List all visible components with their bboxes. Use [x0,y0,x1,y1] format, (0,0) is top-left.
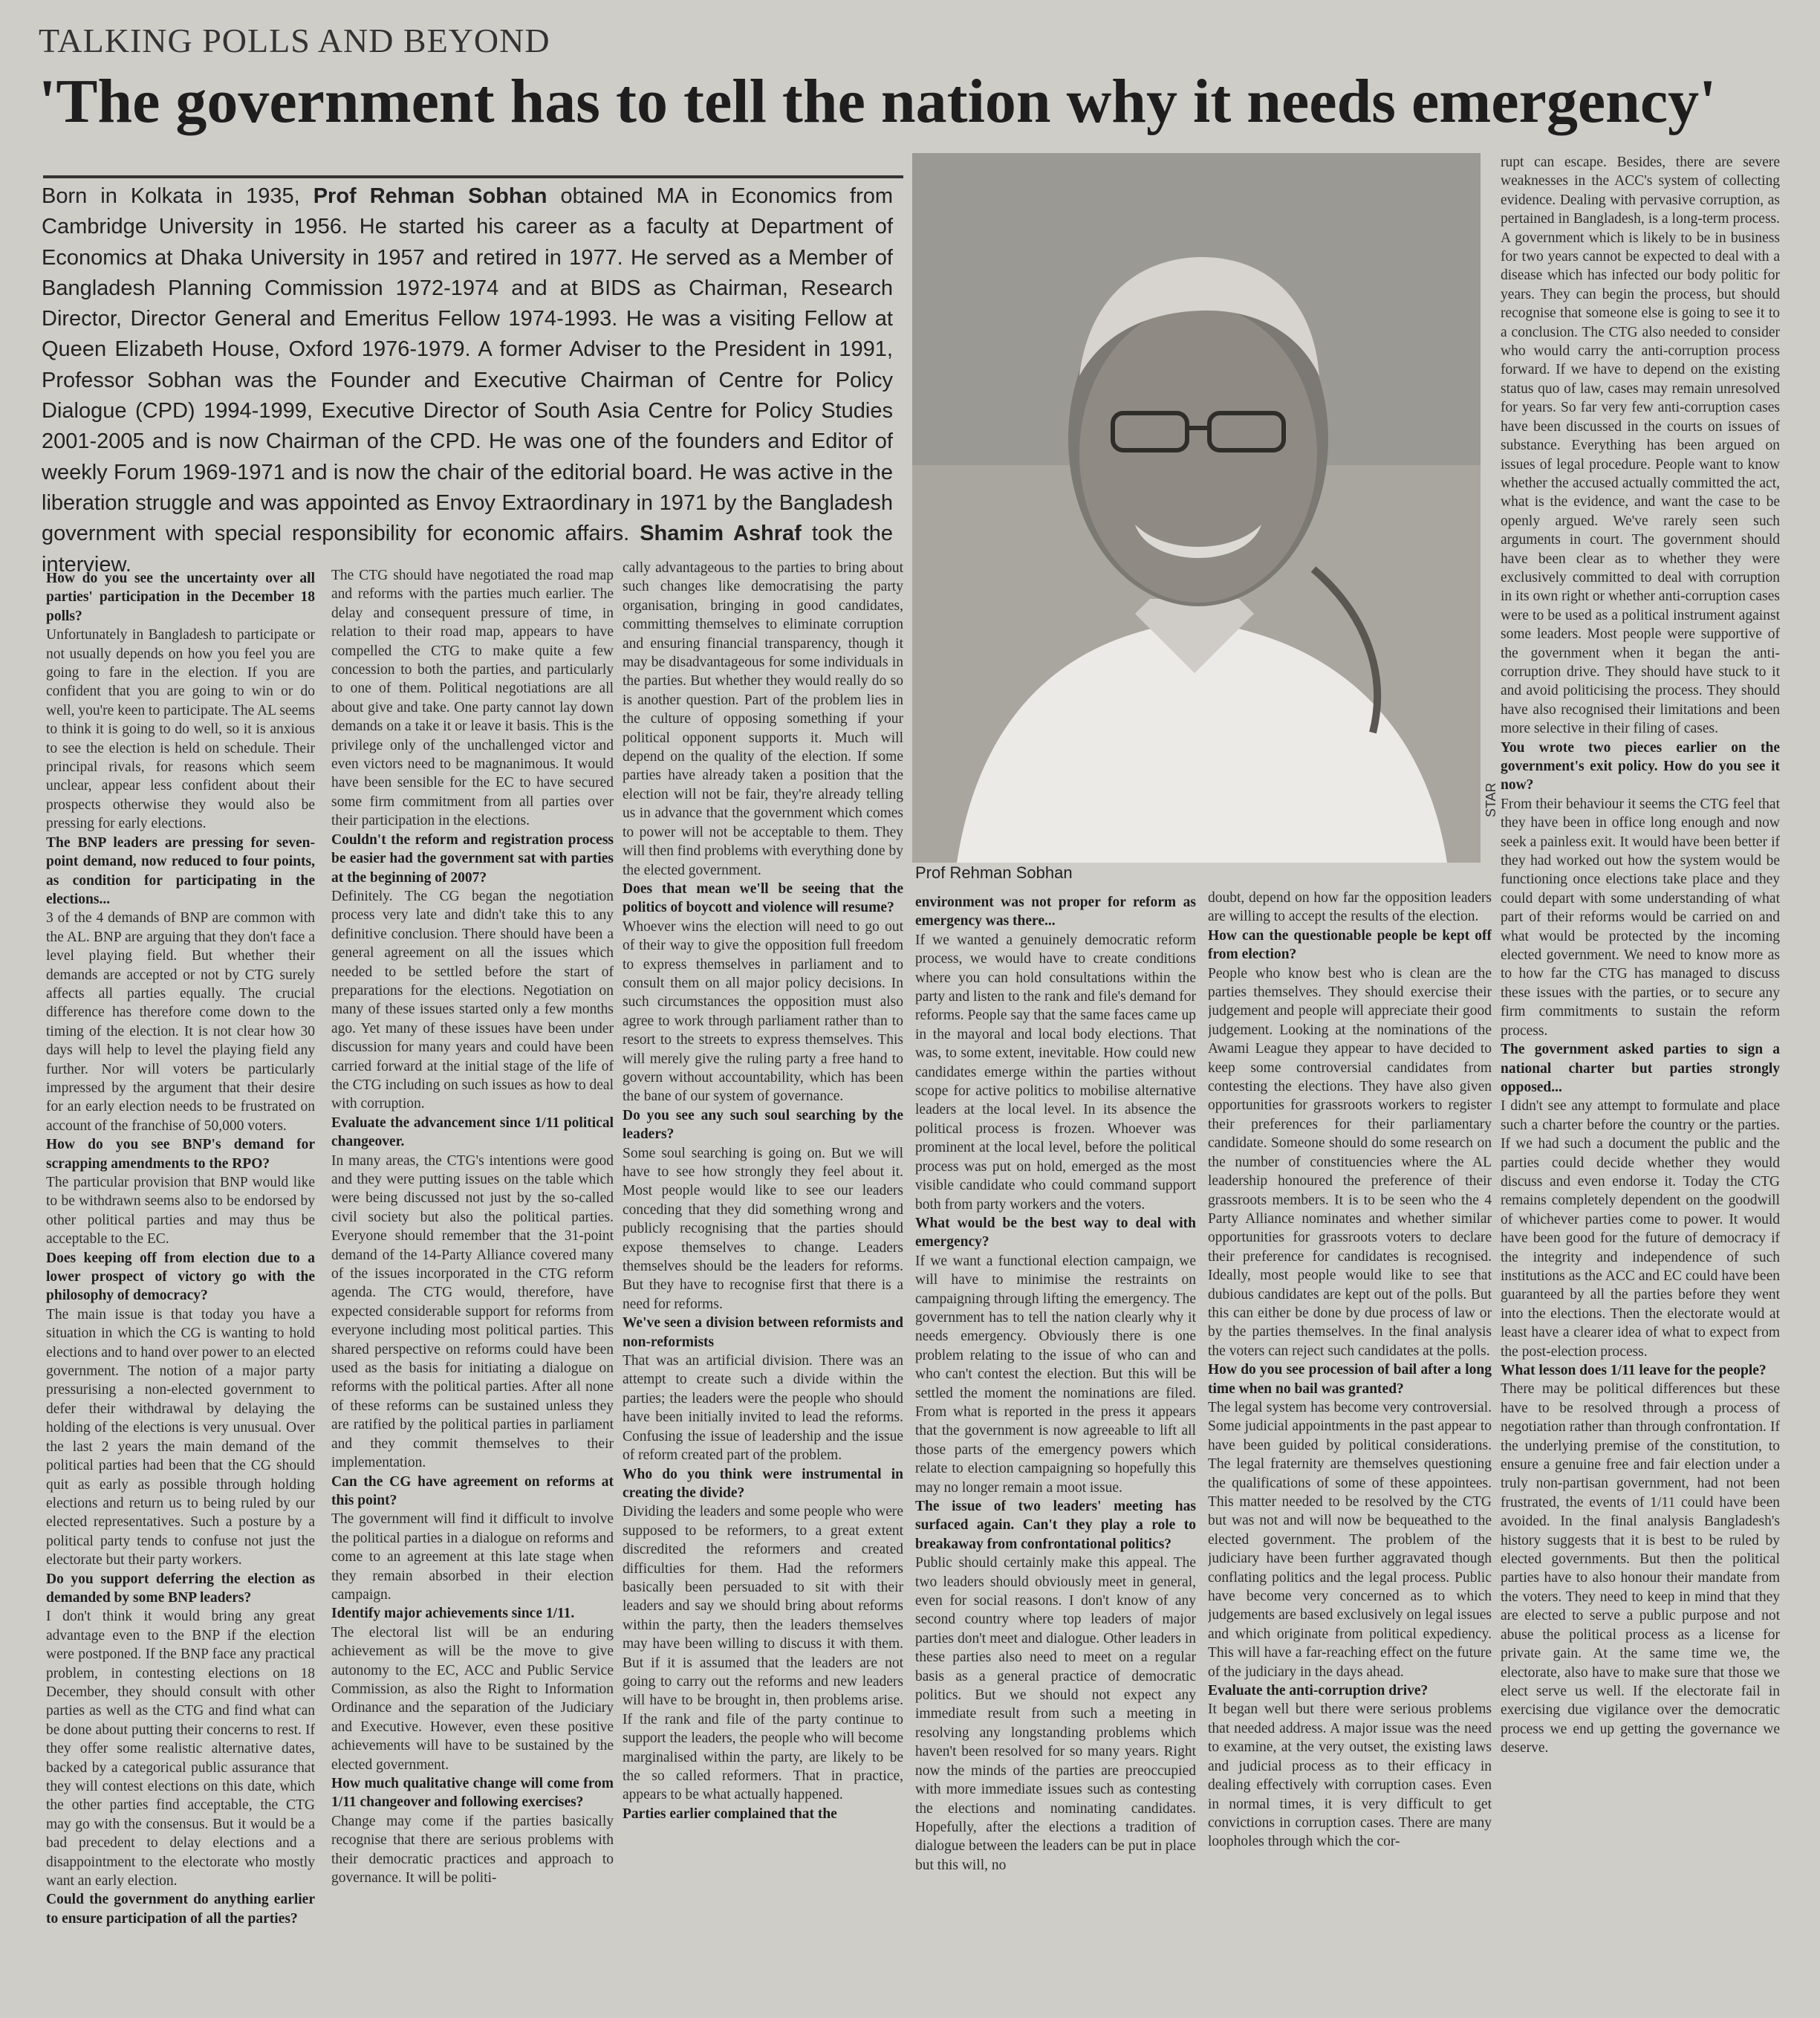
answer-text: Whoever wins the election will need to go out of their way to give the opposition full freedom to express themselves in parliament and to consult them on all major policy decisions. In such circumstances the opposition must also agree to work through parliament rather than to resort to the streets to express themselves. This will merely give the ruling party a free hand to govern without accountability, which has been the bane of our system of governance. [623,918,903,1105]
intro-text-2: obtained MA in Economics from Cambridge University in 1956. He started his career as a faculty at Department of Economics at Dhaka University in 1957 and retired in 1977. He served as a Member of Bangladesh Planning Commission 1972-1974 and at BIDS as Chairman, Research Director, Director General and Emeritus Fellow 1974-1993. He was a visiting Fellow at Queen Elizabeth House, Oxford 1976-1979. A former Adviser to the President in 1991, Professor Sobhan was the Founder and Executive Chairman of Centre for Policy Dialogue (CPD) 1994-1999, Executive Director of South Asia Centre for Policy Studies 2001-2005 and is now Chairman of the CPD. He was one of the founders and Editor of weekly Forum 1969-1971 and is now the chair of the editorial board. He was active in the liberation struggle and was appointed as Envoy Extraordinary in 1971 by the Bangladesh government with special responsibility for economic affairs. [42,184,894,546]
answer-text: People who know best who is clean are the parties themselves. They should exercise their judgement and people will appreciate their good judgement. Looking at the nominations of the Awami League they appear to have decided to keep some controversial candidates from contesting the elections. They have also given opportunities for grassroots workers to register their preferences for their parliamentary candidate. Someone should do some research on the number of constituencies where the AL leadership honoured the preference of their grassroots members. It is to be seen who the 4 Party Alliance nominates and whether similar opportunities for grassroots voters to declare their preference for candidates is recognised. Ideally, most people would like to see that dubious candidates are kept out of the polls. But this can either be done by due process of law or by the parties themselves. In the final analysis the voters can reject such candidates at the polls. [1208,965,1492,1359]
question-text: Do you see any such soul searching by the leaders? [623,1107,903,1143]
question-text: What would be the best way to deal with emergency? [915,1215,1196,1250]
question-text: The government asked parties to sign a national charter but parties strongly opposed... [1501,1042,1780,1095]
answer-text: cally advantageous to the parties to bring about such changes like democratising the party organisation, bringing in good candidates, committing themselves to eliminate corruption and ensuring financial transparency, though it may be disadvantageous for some individuals in the parties. But whether they would really do so is another question. Part of the problem lies in the culture of opposing something if your political opponent supports it. Much will depend on the quality of the election. If some parties have already taken a position that the election will not be fair, they're already telling us in advance that the government which comes to power will not be acceptable to them. They will then find problems with everything done by the elected government. [623,560,903,878]
question-text: Couldn't the reform and registration process be easier had the government sat with parties at the beginning of 2007? [331,831,614,886]
question-text: Can the CG have agreement on reforms at this point? [331,1473,614,1508]
question-text: How much qualitative change will come from 1/11 changeover and following exercises? [331,1776,614,1811]
answer-text: The government will find it difficult to involve the political parties in a dialogue on reforms and come to an agreement at this late stage when they remain absorbed in their election campaign. [331,1511,614,1603]
headline: 'The government has to tell the nation why it needs emergency' [39,67,1717,136]
question-text: Could the government do anything earlier to ensure participation of all the parties? [46,1892,315,1927]
answer-text: I didn't see any attempt to formulate and place such a charter before the country or the parties. If we had such a document the public and the parties could decide whether they would discuss and even endorse it. Today the CTG remains completely dependent on the goodwill of whichever parties come to power. It would have been good for the future of democracy if the integrity and independence of such institutions as the ACC and EC could have been guaranteed by all the parties before they went into the elections. Then the electorate would at least have a clearer idea of what to expect from the post-election process. [1501,1098,1780,1360]
answer-text: The electoral list will be an enduring achievement as will be the move to give autonomy to the EC, ACC and Public Service Commission, as also the Right to Information Ordinance and the separation of the Judiciary and Executive. However, even these positive achievements will have to be sustained by the elected government. [331,1624,614,1773]
answer-text: From their behaviour it seems the CTG feel that they have been in office long enough and now seek a painless exit. It would have been better if they had worked out how the system would be functioning once elections take place and they could depart with some understanding of what part of their reforms would be carried on and what would be protected by the incoming elected government. We need to know more as to how far the CTG has managed to discuss these issues with the parties, or to secure any firm commitments to sustain the reform process. [1501,796,1780,1039]
answer-text: doubt, depend on how far the opposition leaders are willing to accept the results of the election. [1208,890,1492,925]
answer-text: That was an artificial division. There was an attempt to create such a divide within the parties; the leaders were the people who should have been initially invited to lead the reforms. Confusing the issue of leadership and the issue of reform created part of the problem. [623,1353,903,1464]
article-column-1 [46,569,315,1996]
photo-caption: Prof Rehman Sobhan [915,863,1073,882]
headline-rule [43,175,903,178]
question-text: Does that mean we'll be seeing that the politics of boycott and violence will resume? [623,880,903,916]
question-text: What lesson does 1/11 leave for the people? [1501,1363,1767,1378]
intro-text-1: Born in Kolkata in 1935, [42,184,313,208]
question-text: Does keeping off from election due to a lower prospect of victory go with the philosophy of democracy? [46,1250,315,1304]
question-text: The BNP leaders are pressing for seven-point demand, now reduced to four points, as condition for participating in the elections... [46,834,315,907]
answer-text: It began well but there were serious problems that needed address. A major issue was the need to examine, at the very outset, the existing laws and judicial process as to their efficacy in dealing effectively with corruption cases. Even in normal times, it is very difficult to get convictions in corruption cases. There are many loopholes through which the cor- [1208,1701,1492,1850]
question-text: How do you see BNP's demand for scrapping amendments to the RPO? [46,1137,315,1172]
intro-paragraph [42,181,893,580]
intro-interviewer: Shamim Ashraf [640,522,802,546]
section-kicker: TALKING POLLS AND BEYOND [39,22,550,59]
answer-text: Change may come if the parties basically recognise that there are serious problems with their democratic practices and approach to governance. It will be politi- [331,1813,614,1886]
answer-text: The legal system has become very controversial. Some judicial appointments in the past appear to have been guided by political considerations. The legal fraternity are themselves questioning the qualifications of some of these appointees. This matter needed to be resolved by the CTG but was not and will now be bequeathed to the elected government. The problem of the judiciary have been further aggravated though conflating politics and the legal process. Public have become very concerned as to which judgements are based exclusively on legal issues and which originate from political expediency. This will have a far-reaching effect on the future of the judiciary in the days ahead. [1208,1399,1492,1680]
article-column-3 [623,559,903,1993]
question-text: environment was not proper for reform as emergency was there... [915,895,1196,929]
article-column-6 [1501,153,1780,1993]
question-text: How do you see procession of bail after a long time when no bail was granted? [1208,1362,1492,1397]
answer-text: If we want a functional election campaign, we will have to minimise the restraints on campaigning through lifting the emergency. The government has to tell the nation clearly why it needs emergency. Obviously there is one problem relating to the issue of who can and who can't contest the election. But this will be settled the moment the nominations are filed. From what is reported in the press it appears that the government is now agreeable to lift all those parts of the emergency powers which relate to election campaigning so hopefully this may no longer remain a moot issue. [915,1253,1196,1496]
answer-text: Dividing the leaders and some people who were supposed to be reformers, to a great extent discredited the reformers and created difficulties for them. Had the reformers basically been persuaded to sit with their leaders and say we should bring about reforms within the party, then the leaders themselves may have been willing to discuss it with them. But if it is assumed that the leaders are not going to carry out the reforms and new leaders will have to be brought in, then problems arise. If the rank and file of the party continue to support the leaders, the people who will become marginalised within the party, are likely to be the so called reformers. That in practice, appears to be what actually happened. [623,1504,903,1803]
answer-text: Unfortunately in Bangladesh to participate or not usually depends on how you feel you are going to fare in the election. If you are confident that you are going to win or do well, you're keen to participate. The AL seems to think it is going to do well, so it is anxious to see the election is held on schedule. Their principal rivals, for reasons which seem unclear, appear less confident about their prospects otherwise they would also be pressing for early elections. [46,627,315,832]
question-text: Identify major achievements since 1/11. [331,1606,575,1622]
question-text: Do you support deferring the election as demanded by some BNP leaders? [46,1571,315,1606]
answer-text: 3 of the 4 demands of BNP are common with the AL. BNP are arguing that they don't face a level playing field. But whether their demands are accepted or not by CTG surely affects all parties equally. The crucial difference has therefore come down to the timing of the election. It is not clear how 30 days will help to level the playing field any further. Nor will voters be particularly impressed by the argument that their desire for an early election needs to be frustrated on account of the franchise of 50,000 voters. [46,910,315,1134]
answer-text: rupt can escape. Besides, there are severe weaknesses in the ACC's system of collecting evidence. Dealing with pervasive corruption, as pertained in Bangladesh, is a long-term process. A government which is likely to be in business for two years cannot be expected to deal with a disease which has infected our body politic for years. They can begin the process, but should recognise that someone else is going to see it to a conclusion. The CTG also needed to consider who would carry the anti-corruption process forward. If we have to depend on the existing status quo of law, cases may remain unresolved for years. So far very few anti-corruption cases have been discussed in the courts on issues of substance. Everything has been argued on issues of legal procedure. People want to know whether the accused actually committed the act, what is the evidence, and want the case to be openly argued. We've rarely seen such arguments in court. The government should have been clear as to whether they were exclusively committed to deal with corruption in its own right or whether anti-corruption cases were to be used as a political instrument against some leaders. Most people were supportive of the government when it began the anti-corruption drive. They should have stuck to it and avoid politicising the process. They should have also recognised their limitations and been more selective in their filing of cases. [1501,155,1780,737]
question-text: The issue of two leaders' meeting has surfaced again. Can't they play a role to breakaway from confrontational politics? [915,1499,1196,1552]
answer-text: The particular provision that BNP would like to be withdrawn seems also to be endorsed by other political parties and may thus be acceptable to the EC. [46,1175,315,1248]
question-text: Who do you think were instrumental in creating the divide? [623,1466,903,1501]
answer-text: Definitely. The CG began the negotiation process very late and didn't take this to any definitive conclusion. There should have been a general agreement on all the issues which needed to be settled before the start of preparations for the elections. Negotiation on many of these issues started only a few months ago. Yet many of these issues have been under discussion for many years and could have been carried forward at the initial stage of the life of the CTG including on such issues as how to deal with corruption. [331,888,614,1112]
question-text: Evaluate the advancement since 1/11 political changeover. [331,1115,614,1150]
question-text: How can the questionable people be kept off from election? [1208,927,1492,963]
answer-text: In many areas, the CTG's intentions were good and they were putting issues on the table which were being discussed not just by the so-called civil society but also the political parties. Everyone should remember that the 31-point demand of the 14-Party Alliance covered many of the issues incorporated in the CTG reform agenda. The CTG would, therefore, have expected considerable support for reforms from everyone including most political parties. This shared perspective on reforms could have been used as the basis for initiating a dialogue on reforms with the political parties. After all none of these reforms can be sustained unless they are ratified by the political parties in parliament and they commit themselves to their implementation. [331,1152,614,1471]
article-column-4 [915,893,1196,1993]
intro-text-3: took the interview. [42,522,893,577]
question-text: You wrote two pieces earlier on the government's exit policy. How do you see it now? [1501,739,1780,794]
article-column-5 [1208,889,1492,1993]
answer-text: The main issue is that today you have a situation in which the CG is wanting to hold elections and to hand over power to an elected government. The notion of a major party pressurising a non-elected government to defer their withdrawal by delaying the holding of the elections is very unusual. Over the last 2 years the main demand of the political parties had been that the CG should quit as early as possible through holding elections and return us to being ruled by our elected representatives. Such a posture by a political party tends to confuse not just the electorate but their party workers. [46,1306,315,1568]
question-text: Evaluate the anti-corruption drive? [1208,1683,1429,1699]
answer-text: There may be political differences but these have to be resolved through a process of negotiation rather than through confrontation. If the underlying premise of the constitution, to ensure a genuine free and fair election under a truly non-partisan government, had not been frustrated, the events of 1/11 could have been avoided. In the final analysis Bangladesh's history suggests that it is best to be ruled by elected governments. But then the political parties have to also honour their mandate from the voters. They need to keep in mind that they are elected to serve a public purpose and not abuse the political process as a license for private gain. At the same time we, the electorate, also have to make sure that those we elect serve us well. If the electorate fail in exercising due vigilance over the democratic process we end up getting the governance we deserve. [1501,1381,1780,1756]
portrait-illustration [912,153,1481,863]
intro-name: Prof Rehman Sobhan [313,184,547,208]
answer-text: I don't think it would bring any great advantage even to the BNP if the election were postponed. If the BNP face any practical problem, in contesting elections on 18 December, they should consult with other parties as well as the CTG and find what can be done about putting their concerns to rest. If they offer some realistic alternative dates, backed by a categorical public assurance that they will contest elections on this date, which the other parties find acceptable, the CTG may go with the consensus. But it would be a bad precedent to delay elections and a disappointment to the electorate who mostly want an early election. [46,1609,315,1889]
article-column-2 [331,566,614,1993]
portrait-photo [912,153,1481,863]
answer-text: The CTG should have negotiated the road map and reforms with the parties much earlier. The delay and consequent pressure of time, in relation to their road map, appears to have compelled the CTG to make quite a few concession to both the parties, and particularly to one of them. Political negotiations are all about give and take. One party cannot lay down demands on a take it or leave it basis. This is the privilege only of the unchallenged victor and even victors need to be magnanimous. It would have been sensible for the EC to have secured some firm commitment from all parties over their participation in the elections. [331,568,614,829]
answer-text: Public should certainly make this appeal. The two leaders should obviously meet in general, even for social reasons. I don't know of any second country where top leaders of major parties don't meet and dialogue. Other leaders in these parties also need to meet on a regular basis as a general practice of democratic politics. But we should not expect any immediate result from such a meeting in resolving any longstanding problems which haven't been resolved for so many years. Right now the minds of the parties are preoccupied with more immediate issues such as contesting the elections and nominating candidates. Hopefully, after the elections a tradition of dialogue between the leaders can be put in place but this will, no [915,1555,1196,1873]
answer-text: If we wanted a genuinely democratic reform process, we would have to create conditions where you can hold consultations within the party and listen to the rank and file's demand for reforms. People say that the same faces came up in the mayoral and local body elections. That was, to some extent, inevitable. How could new candidates emerge within the parties without scope for active politics to mobilise alternative leaders at the local level. In its absence the political process is frozen. Whoever was prominent at the local level, before the political process was put on hold, emerged as the most visible candidate who could command support both from party workers and the voters. [915,932,1196,1213]
question-text: Parties earlier complained that the [623,1806,837,1822]
photo-credit: STAR [1483,782,1498,817]
question-text: How do you see the uncertainty over all parties' participation in the December 18 polls? [46,571,315,624]
question-text: We've seen a division between reformists and non-reformists [623,1315,903,1350]
answer-text: Some soul searching is going on. But we will have to see how strongly they feel about it. Most people would like to see our leaders conceding that they did something wrong and publicly recognising that the parties should expose themselves to change. Leaders themselves should be the leaders for reforms. But they have to recognise first that there is a need for reforms. [623,1145,903,1312]
